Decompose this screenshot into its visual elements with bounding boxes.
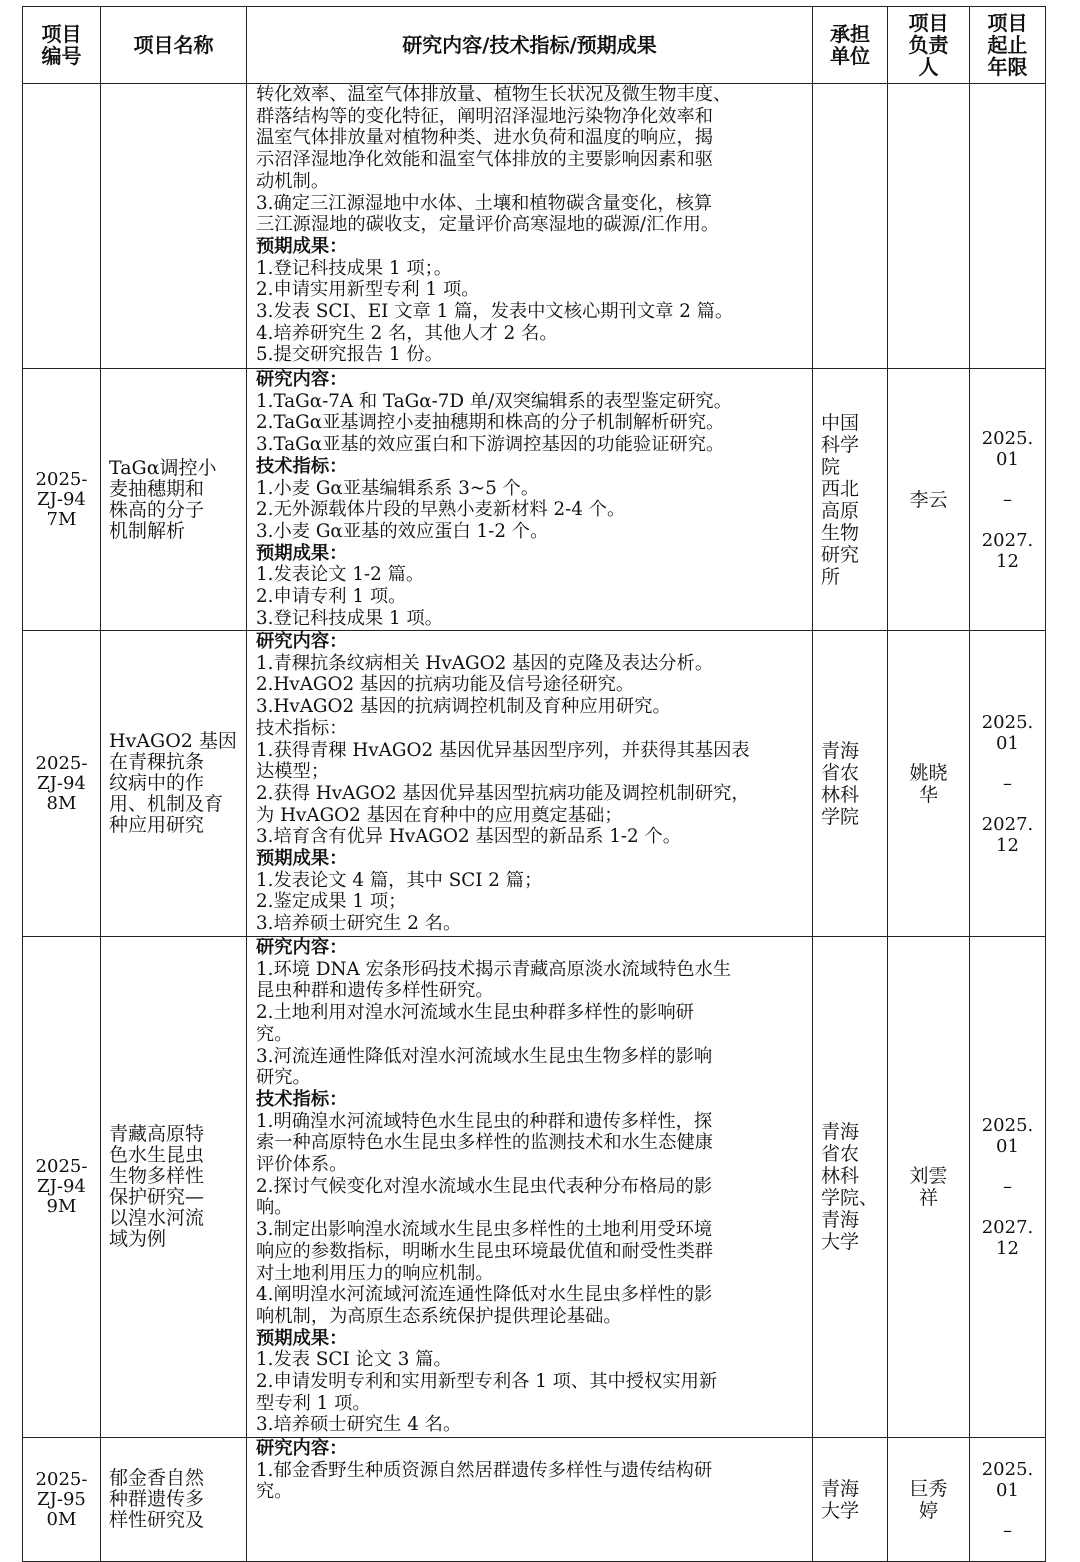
section-heading: 预期成果： <box>256 848 348 870</box>
content-line: 2.申请发明专利和实用新型专利各 1 项、其中授权实用新 <box>256 1371 718 1393</box>
project-content <box>247 369 813 631</box>
content-line: 3.制定出影响湟水流域水生昆虫多样性的土地利用受环境 <box>256 1219 713 1241</box>
content-line: 昆虫种群和遗传多样性研究。 <box>256 980 494 1002</box>
project-leader: 姚晓 华 <box>888 631 970 937</box>
content-line: 2.无外源载体片段的早熟小麦新材料 2-4 个。 <box>256 499 626 521</box>
period-end: 2027. 12 <box>981 1217 1034 1259</box>
project-content <box>247 937 813 1438</box>
content-line: 1.小麦 Gα亚基编辑系系 3~5 个。 <box>256 477 540 499</box>
section-heading: 研究内容： <box>256 937 348 958</box>
content-line: 3.确定三江源湿地中水体、土壤和植物碳含量变化，核算 <box>256 192 713 214</box>
content-line: 响。 <box>256 1197 293 1219</box>
content-line: 3.TaGα亚基的效应蛋白和下游调控基因的功能验证研究。 <box>256 434 725 456</box>
period-start: 2025. 01 <box>981 427 1034 470</box>
table-row <box>23 84 1046 369</box>
content-line: 温室气体排放量对植物种类、进水负荷和温度的响应，揭 <box>256 127 714 149</box>
project-name: 青藏高原特 色水生昆虫 生物多样性 保护研究— 以湟水河流 域为例 <box>101 937 247 1438</box>
section-heading: 技术指标： <box>256 1088 348 1110</box>
project-code: 2025- ZJ-94 9M <box>23 937 101 1438</box>
section-heading: 预期成果： <box>256 235 348 257</box>
undertaking-unit: 青海 省农 林科 学院、 青海 大学 <box>813 937 888 1438</box>
header-row <box>23 7 1046 84</box>
content-line: 2.TaGα亚基调控小麦抽穗期和株高的分子机制解析研究。 <box>256 412 725 434</box>
content-line: 转化效率、温室气体排放量、植物生长状况及微生物丰度、 <box>256 84 732 105</box>
project-code: 2025- ZJ-94 7M <box>23 369 101 631</box>
content-line: 4.阐明湟水河流域河流连通性降低对水生昆虫多样性的影 <box>256 1284 713 1306</box>
period-dash: – <box>1003 772 1012 794</box>
content-line: 5.提交研究报告 1 份。 <box>256 344 443 366</box>
content-line: 2.鉴定成果 1 项； <box>256 891 407 913</box>
content-line: 1.TaGα-7A 和 TaGα-7D 单/双突编辑系的表型鉴定研究。 <box>256 390 732 412</box>
content-line: 群落结构等的变化特征，阐明沼泽湿地污染物净化效率和 <box>256 105 714 127</box>
content-line: 3.HvAGO2 基因的抗病调控机制及育种应用研究。 <box>256 696 671 718</box>
project-code: 2025- ZJ-94 8M <box>23 631 101 937</box>
content-line: 1.郁金香野生种质资源自然居群遗传多样性与遗传结构研 <box>256 1459 713 1481</box>
period-start: 2025. 01 <box>981 1459 1034 1501</box>
period-start: 2025. 01 <box>981 1115 1034 1157</box>
table-row <box>23 937 1046 1438</box>
content-line: 索一种高原特色水生昆虫多样性的监测技术和水生态健康 <box>256 1132 714 1154</box>
project-code <box>23 84 101 369</box>
project-period <box>970 84 1046 369</box>
content-line: 3.培育含有优异 HvAGO2 基因型的新品系 1-2 个。 <box>256 826 682 848</box>
content-line: 3.小麦 Gα亚基的效应蛋白 1-2 个。 <box>256 520 549 542</box>
project-name: HvAGO2 基因 在青稞抗条 纹病中的作 用、机制及育 种应用研究 <box>101 631 247 937</box>
content-line: 响机制，为高原生态系统保护提供理论基础。 <box>256 1305 622 1327</box>
content-line: 达模型； <box>256 761 330 783</box>
header-project-code: 项目 编号 <box>23 7 101 84</box>
section-heading: 研究内容： <box>256 1438 348 1459</box>
content-line: 3.发表 SCI、EI 文章 1 篇，发表中文核心期刊文章 2 篇。 <box>256 301 734 323</box>
project-table <box>22 6 1046 1562</box>
table-row <box>23 369 1046 631</box>
content-line: 2.申请实用新型专利 1 项。 <box>256 279 480 301</box>
content-line: 示沼泽湿地净化效能和温室气体排放的主要影响因素和驱 <box>256 149 714 171</box>
section-heading: 预期成果： <box>256 542 348 564</box>
content-line: 3.培养硕士研究生 2 名。 <box>256 913 462 935</box>
project-name <box>101 84 247 369</box>
content-line: 究。 <box>256 1023 293 1045</box>
content-line: 3.河流连通性降低对湟水河流域水生昆虫生物多样的影响 <box>256 1045 713 1067</box>
content-line: 2.土地利用对湟水河流域水生昆虫种群多样性的影响研 <box>256 1002 694 1024</box>
content-line: 评价体系。 <box>256 1154 348 1176</box>
section-heading: 预期成果： <box>256 1327 348 1349</box>
content-line: 究。 <box>256 1481 293 1503</box>
project-content <box>247 1438 813 1562</box>
project-leader: 巨秀 婷 <box>888 1438 970 1562</box>
project-period <box>970 369 1046 631</box>
content-line: 2.申请专利 1 项。 <box>256 586 407 608</box>
content-line: 3.登记科技成果 1 项。 <box>256 607 443 629</box>
section-heading: 研究内容： <box>256 631 348 652</box>
content-line: 为 HvAGO2 基因在育种中的应用奠定基础； <box>256 804 623 826</box>
undertaking-unit: 青海 省农 林科 学院 <box>813 631 888 937</box>
content-line: 1.发表论文 4 篇，其中 SCI 2 篇； <box>256 869 543 891</box>
content-line: 1.登记科技成果 1 项；。 <box>256 257 453 279</box>
content-line: 4.培养研究生 2 名，其他人才 2 名。 <box>256 322 558 344</box>
period-start: 2025. 01 <box>981 711 1034 754</box>
header-undertaking-unit: 承担 单位 <box>813 7 888 84</box>
content-line: 1.环境 DNA 宏条形码技术揭示青藏高原淡水流域特色水生 <box>256 958 732 980</box>
project-period <box>970 1438 1046 1562</box>
content-line: 1.发表论文 1-2 篇。 <box>256 564 425 586</box>
content-line: 研究。 <box>256 1067 311 1089</box>
content-line: 1.发表 SCI 论文 3 篇。 <box>256 1349 452 1371</box>
table-row <box>23 631 1046 937</box>
project-content <box>247 84 813 369</box>
header-project-leader: 项目 负责 人 <box>888 7 970 84</box>
header-project-period: 项目 起止 年限 <box>970 7 1046 84</box>
project-period <box>970 937 1046 1438</box>
project-code: 2025- ZJ-95 0M <box>23 1438 101 1562</box>
header-research-content: 研究内容/技术指标/预期成果 <box>247 7 813 84</box>
period-end: 2027. 12 <box>981 529 1034 572</box>
content-line: 型专利 1 项。 <box>256 1392 371 1414</box>
section-heading: 研究内容： <box>256 369 348 390</box>
content-line: 动机制。 <box>256 170 330 192</box>
project-leader: 李云 <box>888 369 970 631</box>
header-project-name: 项目名称 <box>101 7 247 84</box>
period-dash: – <box>1003 488 1012 510</box>
project-period <box>970 631 1046 937</box>
undertaking-unit: 中国 科学 院 西北 高原 生物 研究 所 <box>813 369 888 631</box>
content-line: 3.培养硕士研究生 4 名。 <box>256 1414 462 1436</box>
content-line: 1.青稞抗条纹病相关 HvAGO2 基因的克隆及表达分析。 <box>256 652 714 674</box>
period-dash: – <box>1003 1520 1012 1541</box>
content-line: 技术指标： <box>256 717 348 739</box>
period-dash: – <box>1003 1176 1012 1197</box>
undertaking-unit <box>813 84 888 369</box>
content-line: 2.HvAGO2 基因的抗病功能及信号途径研究。 <box>256 674 635 696</box>
content-line: 1.明确湟水河流域特色水生昆虫的种群和遗传多样性，探 <box>256 1110 713 1132</box>
section-heading: 技术指标： <box>256 455 348 477</box>
content-line: 2.获得 HvAGO2 基因优异基因型抗病功能及调控机制研究， <box>256 782 750 804</box>
content-line: 响应的参数指标，明晰水生昆虫环境最优值和耐受性类群 <box>256 1240 714 1262</box>
content-line: 三江源湿地的碳收支，定量评价高寒湿地的碳源/汇作用。 <box>256 214 720 236</box>
project-leader: 刘雲 祥 <box>888 937 970 1438</box>
content-line: 对土地利用压力的响应机制。 <box>256 1262 494 1284</box>
project-name: TaGα调控小 麦抽穗期和 株高的分子 机制解析 <box>101 369 247 631</box>
period-end: 2027. 12 <box>981 813 1034 856</box>
table-row <box>23 1438 1046 1562</box>
project-leader <box>888 84 970 369</box>
project-name: 郁金香自然 种群遗传多 样性研究及 <box>101 1438 247 1562</box>
content-line: 2.探讨气候变化对湟水流域水生昆虫代表种分布格局的影 <box>256 1175 713 1197</box>
undertaking-unit: 青海 大学 <box>813 1438 888 1562</box>
content-line: 1.获得青稞 HvAGO2 基因优异基因型序列，并获得其基因表 <box>256 739 750 761</box>
project-content <box>247 631 813 937</box>
